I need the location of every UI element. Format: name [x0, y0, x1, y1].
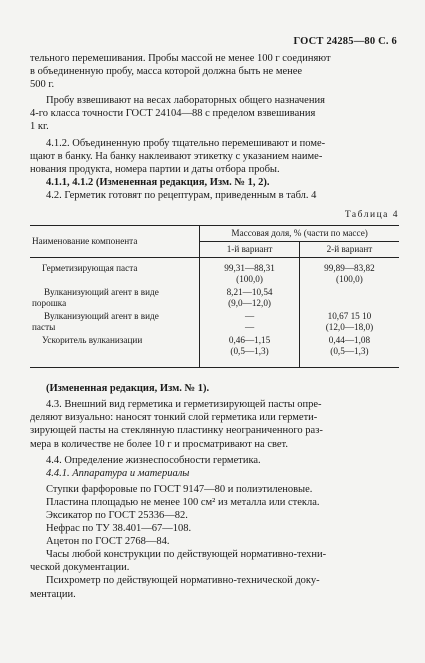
page-header: ГОСТ 24285—80 С. 6 — [293, 36, 397, 47]
paragraph-line: нования продукта, номера партии и даты отбора пробы. — [30, 163, 280, 175]
paragraph-line: 4.3. Внешний вид герметика и герметизирующей пасты опре- — [46, 399, 322, 411]
cell-value: 0,46—1,15 — [228, 335, 271, 346]
list-item: Часы любой конструкции по действующей нормативно-техни- — [46, 549, 327, 561]
table-header-mass: Массовая доля, % (части по массе) — [200, 226, 399, 242]
paragraph-line: 4-го класса точности ГОСТ 24104—88 с пределом взвешивания — [30, 108, 316, 120]
table-header-variant-2: 2-й вариант — [299, 242, 399, 258]
cell-value: 99,31—88,31 — [224, 263, 275, 274]
cell-value: 10,67 15 10 — [327, 311, 372, 322]
list-item: Эксикатор по ГОСТ 25336—82. — [46, 509, 188, 521]
paragraph-line: 500 г. — [30, 79, 55, 91]
table-header-component: Наименование компонента — [30, 226, 200, 258]
row-label: Герметизирующая паста — [42, 263, 138, 274]
composition-table — [30, 225, 399, 368]
paragraph-line: зирующей пасты на стеклянную пластинку неограниченного раз- — [30, 425, 323, 437]
list-item: Пластина площадью не менее 100 см² из металла или стекла. — [46, 496, 320, 508]
cell-value: — — [244, 322, 255, 333]
cell-value: 0,44—1,08 — [328, 335, 371, 346]
cell-value: (100,0) — [336, 274, 363, 285]
list-item: Нефрас по ТУ 38.401—67—108. — [46, 523, 192, 535]
list-item: Ацетон по ГОСТ 2768—84. — [46, 536, 170, 548]
paragraph-line: 4.1.2. Объединенную пробу тщательно перемешивают и поме- — [46, 137, 326, 149]
table-header-variant-1: 1-й вариант — [200, 242, 300, 258]
cell-value: 99,89—83,82 — [324, 263, 375, 274]
cell-value: (0,5—1,3) — [230, 346, 269, 357]
section-heading: 4.4. Определение жизнеспособности герметика. — [46, 454, 261, 466]
cell-value: (0,5—1,3) — [330, 346, 369, 357]
table-row — [30, 258, 399, 286]
paragraph-line: мера в количестве не более 10 г и просматривают на свет. — [30, 438, 288, 450]
paragraph-line: 1 кг. — [30, 121, 49, 133]
paragraph-line: 4.2. Герметик готовят по рецептурам, приведенным в табл. 4 — [46, 189, 317, 201]
list-item: Психрометр по действующей нормативно-технической доку- — [46, 575, 320, 587]
table-caption: Таблица 4 — [344, 210, 399, 221]
table-row — [30, 309, 399, 333]
paragraph-line: тельного перемешивания. Пробы массой не менее 100 г соединяют — [30, 53, 331, 64]
row-label: Ускоритель вулканизации — [42, 335, 143, 346]
cell-value: — — [244, 311, 255, 322]
paragraph-line: в объединенную пробу, масса которой должна быть не менее — [30, 66, 303, 78]
document-body — [30, 52, 399, 601]
paragraph-line: Пробу взвешивают на весах лабораторных общего назначения — [46, 95, 325, 107]
subsection-heading: 4.4.1. Аппаратура и материалы — [46, 467, 190, 479]
cell-value: (12,0—18,0) — [325, 322, 374, 333]
row-label: Вулканизующий агент в виде — [44, 287, 159, 298]
paragraph-line: ментации. — [30, 588, 76, 600]
table-row — [30, 285, 399, 309]
cell-value: (100,0) — [236, 274, 263, 285]
amendment-note: (Измененная редакция, Изм. № 1). — [46, 383, 210, 395]
row-label: Вулканизующий агент в виде — [44, 311, 159, 322]
row-label-cont: пасты — [32, 322, 56, 333]
paragraph-line: ческой документации. — [30, 562, 130, 574]
table-row — [30, 333, 399, 368]
cell-value: 8,21—10,54 — [226, 287, 273, 298]
amendment-note: 4.1.1, 4.1.2 (Измененная редакция, Изм. № 1, 2). — [46, 176, 270, 188]
paragraph-line: деляют визуально: наносят тонкий слой герметика или гермети- — [30, 412, 318, 424]
list-item: Ступки фарфоровые по ГОСТ 9147—80 и полиэтиленовые. — [46, 483, 313, 495]
paragraph-line: щают в банку. На банку наклеивают этикетку с указанием наиме- — [30, 150, 323, 162]
row-label-cont: порошка — [32, 298, 67, 309]
cell-value: (9,0—12,0) — [228, 298, 271, 309]
